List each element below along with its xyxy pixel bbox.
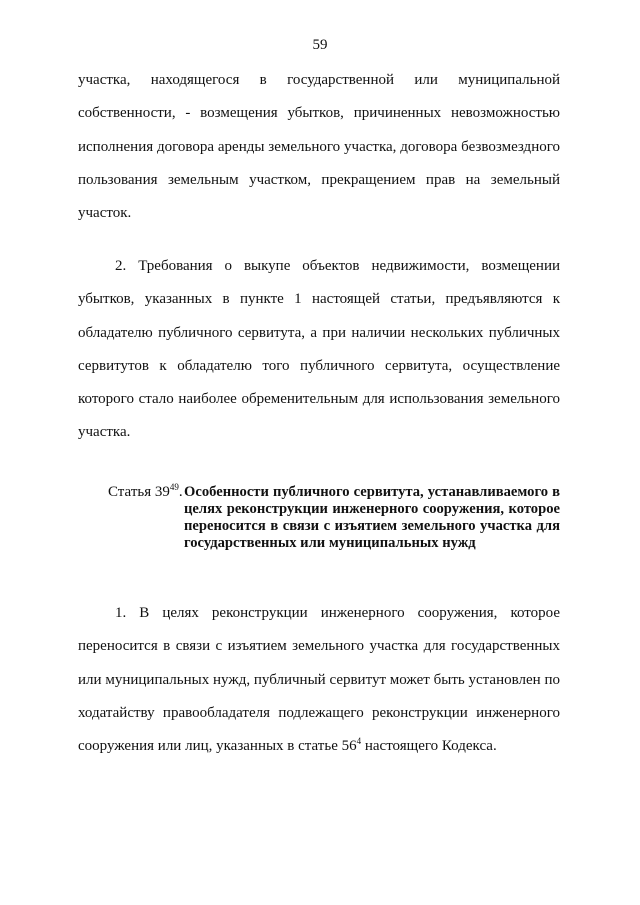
article-number-suffix: . xyxy=(178,484,183,500)
article-number xyxy=(108,484,183,501)
page-number: 59 xyxy=(312,37,328,53)
article-title: Особенности публичного сервитута, устанавливаемого в целях реконструкции инженерного сооружения, которое переносится в связи с изъятием земельного участка для государственных или муниципальных нужд xyxy=(184,484,560,551)
reference-superscript: 4 xyxy=(356,736,362,747)
paragraph-continuation: участка, находящегося в государственной или муниципальной собственности, - возмещения убытков, причиненных невозможностью исполнения договора аренды земельного участка, договора безвозмездного пользования земельным участком, прекращением прав на земельный участок. xyxy=(78,72,560,222)
paragraph-item-1-tail: настоящего Кодекса. xyxy=(361,738,497,755)
paragraph-item-1 xyxy=(78,597,560,763)
paragraph-item-2: 2. Требования о выкупе объектов недвижимости, возмещении убытков, указанных в пункте 1 настоящей статьи, предъявляются к обладателю публичного сервитута, а при наличии нескольких публичных сервитутов к обладателю того публичного сервитута, осуществление которого стало наиболее обременительным для использования земельного участка. xyxy=(78,258,560,441)
article-number-superscript: 49 xyxy=(169,482,179,492)
paragraph-item-1-text: 1. В целях реконструкции инженерного сооружения, которое переносится в связи с изъятием земельного участка для государственных или муниципальных нужд, публичный сервитут может быть установлен по ходатайству правообладателя подлежащего реконструкции инженерного сооружения или лиц, указанных в статье 56 xyxy=(78,605,560,755)
article-number-prefix: Статья 39 xyxy=(108,484,170,500)
